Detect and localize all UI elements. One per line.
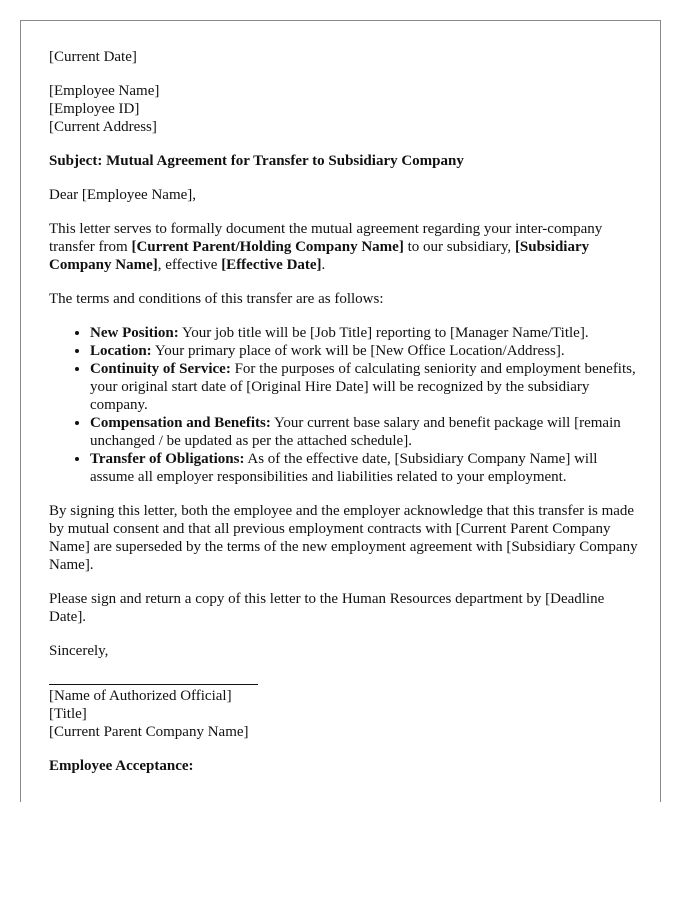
- intro-text-3: , effective: [157, 257, 222, 273]
- subsidiary-company-name: [Subsidiary Company Name]: [49, 239, 590, 273]
- signatory-title: [Title]: [49, 706, 87, 722]
- recipient-address: [Current Address]: [49, 119, 157, 135]
- intro-text-2: to our subsidiary,: [403, 239, 515, 255]
- term-label: Continuity of Service:: [90, 361, 231, 377]
- acceptance-heading: Employee Acceptance:: [49, 758, 194, 774]
- intro-text-4: .: [321, 257, 326, 273]
- letter-closing: Sincerely,: [49, 643, 109, 659]
- return-paragraph: Please sign and return a copy of this letter to the Human Resources department by [Deadline Date].: [49, 591, 605, 625]
- recipient-block: [49, 82, 639, 136]
- effective-date: [Effective Date]: [221, 257, 322, 273]
- parent-company-name: [Current Parent/Holding Company Name]: [131, 239, 404, 255]
- consent-paragraph: By signing this letter, both the employee and the employer acknowledge that this transfer is made by mutual consent and that all previous employment contracts with [Current Parent Company Name] are superseded by the terms of the new employment agreement with [Subsidiary Company Name].: [49, 503, 638, 573]
- term-location: [90, 342, 639, 360]
- letter-date: [Current Date]: [49, 49, 137, 65]
- recipient-name: [Employee Name]: [49, 83, 160, 99]
- term-compensation-and-benefits: [90, 414, 639, 450]
- term-label: Transfer of Obligations:: [90, 451, 245, 467]
- term-label: Compensation and Benefits:: [90, 415, 271, 431]
- terms-intro: The terms and conditions of this transfer are as follows:: [49, 291, 384, 307]
- term-text: Your job title will be [Job Title] reporting to [Manager Name/Title].: [178, 325, 589, 341]
- term-text: As of the effective date, [Subsidiary Company Name] will assume all employer responsibilities and liabilities related to your employment.: [90, 451, 598, 485]
- term-label: Location:: [90, 343, 152, 359]
- term-label: New Position:: [90, 325, 179, 341]
- term-text: For the purposes of calculating seniority and employment benefits, your original start date of [Original Hire Date] will be recognized by the subsidiary company.: [90, 361, 636, 413]
- signatory-name: [Name of Authorized Official]: [49, 688, 232, 704]
- letter-page: [20, 20, 661, 802]
- term-text: Your current base salary and benefit package will [remain unchanged / be updated as per the attached schedule].: [90, 415, 621, 449]
- terms-list: [49, 324, 639, 486]
- recipient-id: [Employee ID]: [49, 101, 140, 117]
- term-transfer-of-obligations: [90, 450, 639, 486]
- signatory-block: [49, 687, 639, 741]
- letter-subject: Subject: Mutual Agreement for Transfer to Subsidiary Company: [49, 153, 464, 169]
- letter-salutation: Dear [Employee Name],: [49, 187, 197, 203]
- term-new-position: [90, 324, 639, 342]
- intro-text-1: This letter serves to formally document the mutual agreement regarding your inter-company transfer from: [49, 221, 603, 255]
- letter-content: [49, 48, 639, 791]
- term-continuity-of-service: [90, 360, 639, 414]
- signature-line: [49, 684, 258, 685]
- term-text: Your primary place of work will be [New Office Location/Address].: [151, 343, 565, 359]
- signatory-company: [Current Parent Company Name]: [49, 724, 249, 740]
- intro-paragraph: [49, 220, 639, 274]
